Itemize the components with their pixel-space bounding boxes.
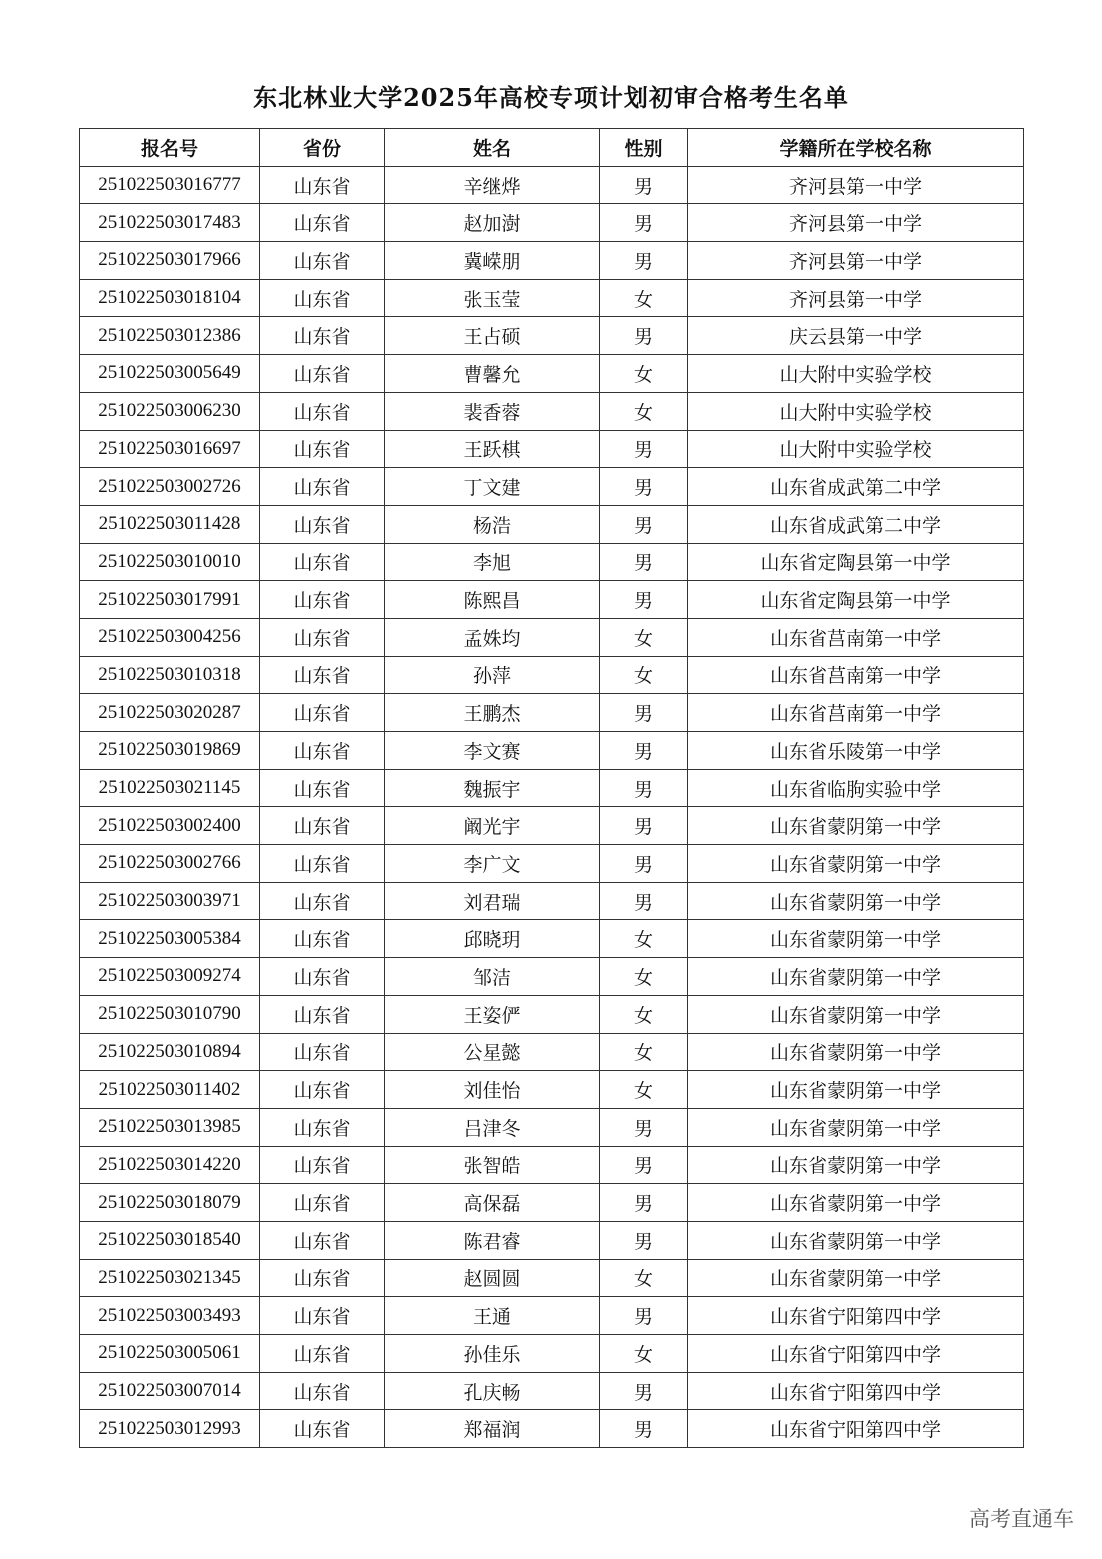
- name-cell: 李文赛: [385, 732, 600, 770]
- province-cell: 山东省: [260, 505, 385, 543]
- gender-cell: 男: [600, 204, 688, 242]
- province-cell: 山东省: [260, 656, 385, 694]
- province-cell: 山东省: [260, 392, 385, 430]
- registration-number-cell: 251022503021145: [80, 769, 260, 807]
- registration-number-cell: 251022503018104: [80, 279, 260, 317]
- province-cell: 山东省: [260, 317, 385, 355]
- name-cell: 王跃棋: [385, 430, 600, 468]
- school-cell: 齐河县第一中学: [688, 242, 1024, 280]
- gender-cell: 男: [600, 505, 688, 543]
- province-cell: 山东省: [260, 1221, 385, 1259]
- school-cell: 齐河县第一中学: [688, 204, 1024, 242]
- school-cell: 山东省蒙阴第一中学: [688, 845, 1024, 883]
- registration-number-cell: 251022503018079: [80, 1184, 260, 1222]
- school-cell: 山东省蒙阴第一中学: [688, 1146, 1024, 1184]
- province-cell: 山东省: [260, 1335, 385, 1373]
- gender-cell: 男: [600, 769, 688, 807]
- table-row: [80, 1033, 1024, 1071]
- gender-cell: 男: [600, 242, 688, 280]
- registration-number-cell: 251022503016777: [80, 166, 260, 204]
- name-cell: 孙萍: [385, 656, 600, 694]
- province-cell: 山东省: [260, 995, 385, 1033]
- school-cell: 山东省宁阳第四中学: [688, 1410, 1024, 1448]
- gender-cell: 男: [600, 694, 688, 732]
- gender-cell: 男: [600, 1184, 688, 1222]
- table-row: [80, 995, 1024, 1033]
- table-row: [80, 656, 1024, 694]
- table-row: [80, 355, 1024, 393]
- province-cell: 山东省: [260, 166, 385, 204]
- table-row: [80, 505, 1024, 543]
- school-cell: 山东省莒南第一中学: [688, 694, 1024, 732]
- table-row: [80, 1410, 1024, 1448]
- province-cell: 山东省: [260, 694, 385, 732]
- gender-cell: 男: [600, 1221, 688, 1259]
- table-row: [80, 1071, 1024, 1109]
- name-cell: 阚光宇: [385, 807, 600, 845]
- gender-cell: 女: [600, 355, 688, 393]
- table-row: [80, 1108, 1024, 1146]
- table-row: [80, 581, 1024, 619]
- registration-number-cell: 251022503013985: [80, 1108, 260, 1146]
- registration-number-cell: 251022503010318: [80, 656, 260, 694]
- registration-number-cell: 251022503003493: [80, 1297, 260, 1335]
- gender-cell: 女: [600, 1335, 688, 1373]
- table-row: [80, 204, 1024, 242]
- table-row: [80, 807, 1024, 845]
- gender-cell: 女: [600, 392, 688, 430]
- name-cell: 陈熙昌: [385, 581, 600, 619]
- table-row: [80, 1146, 1024, 1184]
- school-cell: 山东省定陶县第一中学: [688, 543, 1024, 581]
- province-cell: 山东省: [260, 1297, 385, 1335]
- school-cell: 山东省成武第二中学: [688, 468, 1024, 506]
- name-cell: 孙佳乐: [385, 1335, 600, 1373]
- province-cell: 山东省: [260, 1071, 385, 1109]
- gender-cell: 男: [600, 807, 688, 845]
- registration-number-cell: 251022503003971: [80, 882, 260, 920]
- table-row: [80, 1259, 1024, 1297]
- school-cell: 山东省蒙阴第一中学: [688, 1259, 1024, 1297]
- gender-cell: 男: [600, 1372, 688, 1410]
- name-cell: 李广文: [385, 845, 600, 883]
- registration-number-cell: 251022503010790: [80, 995, 260, 1033]
- table-row: [80, 1335, 1024, 1373]
- gender-cell: 男: [600, 317, 688, 355]
- school-cell: 山东省莒南第一中学: [688, 618, 1024, 656]
- school-cell: 山东省宁阳第四中学: [688, 1372, 1024, 1410]
- province-cell: 山东省: [260, 1410, 385, 1448]
- name-cell: 冀嵘朋: [385, 242, 600, 280]
- header-school: 学籍所在学校名称: [688, 129, 1024, 167]
- table-row: [80, 1297, 1024, 1335]
- table-header-row: [80, 129, 1024, 167]
- name-cell: 吕津冬: [385, 1108, 600, 1146]
- gender-cell: 男: [600, 166, 688, 204]
- school-cell: 山东省蒙阴第一中学: [688, 920, 1024, 958]
- school-cell: 山东省宁阳第四中学: [688, 1335, 1024, 1373]
- table-row: [80, 1221, 1024, 1259]
- school-cell: 山东省蒙阴第一中学: [688, 1033, 1024, 1071]
- school-cell: 山东省蒙阴第一中学: [688, 995, 1024, 1033]
- province-cell: 山东省: [260, 279, 385, 317]
- province-cell: 山东省: [260, 769, 385, 807]
- province-cell: 山东省: [260, 355, 385, 393]
- province-cell: 山东省: [260, 1033, 385, 1071]
- province-cell: 山东省: [260, 1259, 385, 1297]
- gender-cell: 男: [600, 1297, 688, 1335]
- registration-number-cell: 251022503012993: [80, 1410, 260, 1448]
- province-cell: 山东省: [260, 242, 385, 280]
- gender-cell: 女: [600, 920, 688, 958]
- table-row: [80, 694, 1024, 732]
- gender-cell: 男: [600, 468, 688, 506]
- name-cell: 陈君睿: [385, 1221, 600, 1259]
- school-cell: 山东省莒南第一中学: [688, 656, 1024, 694]
- school-cell: 山东省蒙阴第一中学: [688, 1071, 1024, 1109]
- registration-number-cell: 251022503011402: [80, 1071, 260, 1109]
- name-cell: 丁文建: [385, 468, 600, 506]
- province-cell: 山东省: [260, 1108, 385, 1146]
- school-cell: 山大附中实验学校: [688, 355, 1024, 393]
- name-cell: 赵加澍: [385, 204, 600, 242]
- registration-number-cell: 251022503002766: [80, 845, 260, 883]
- table-row: [80, 166, 1024, 204]
- name-cell: 王占硕: [385, 317, 600, 355]
- gender-cell: 女: [600, 1259, 688, 1297]
- table-row: [80, 845, 1024, 883]
- registration-number-cell: 251022503006230: [80, 392, 260, 430]
- name-cell: 孟姝均: [385, 618, 600, 656]
- province-cell: 山东省: [260, 845, 385, 883]
- gender-cell: 女: [600, 995, 688, 1033]
- gender-cell: 女: [600, 1071, 688, 1109]
- name-cell: 公星懿: [385, 1033, 600, 1071]
- document-title: 东北林业大学2025年高校专项计划初审合格考生名单: [253, 83, 849, 112]
- school-cell: 山东省蒙阴第一中学: [688, 1108, 1024, 1146]
- registration-number-cell: 251022503020287: [80, 694, 260, 732]
- table-row: [80, 920, 1024, 958]
- registration-number-cell: 251022503014220: [80, 1146, 260, 1184]
- province-cell: 山东省: [260, 543, 385, 581]
- gender-cell: 男: [600, 882, 688, 920]
- province-cell: 山东省: [260, 468, 385, 506]
- name-cell: 王鹏杰: [385, 694, 600, 732]
- registration-number-cell: 251022503002400: [80, 807, 260, 845]
- table-row: [80, 468, 1024, 506]
- candidate-table: [79, 128, 1024, 1448]
- table-row: [80, 1372, 1024, 1410]
- table-row: [80, 882, 1024, 920]
- registration-number-cell: 251022503017991: [80, 581, 260, 619]
- province-cell: 山东省: [260, 1146, 385, 1184]
- school-cell: 齐河县第一中学: [688, 166, 1024, 204]
- school-cell: 山东省成武第二中学: [688, 505, 1024, 543]
- table-row: [80, 1184, 1024, 1222]
- registration-number-cell: 251022503019869: [80, 732, 260, 770]
- gender-cell: 女: [600, 279, 688, 317]
- name-cell: 杨浩: [385, 505, 600, 543]
- name-cell: 郑福润: [385, 1410, 600, 1448]
- name-cell: 裴香蓉: [385, 392, 600, 430]
- province-cell: 山东省: [260, 882, 385, 920]
- table-row: [80, 392, 1024, 430]
- gender-cell: 女: [600, 618, 688, 656]
- registration-number-cell: 251022503017966: [80, 242, 260, 280]
- registration-number-cell: 251022503010010: [80, 543, 260, 581]
- school-cell: 山东省乐陵第一中学: [688, 732, 1024, 770]
- registration-number-cell: 251022503004256: [80, 618, 260, 656]
- name-cell: 李旭: [385, 543, 600, 581]
- school-cell: 山东省蒙阴第一中学: [688, 958, 1024, 996]
- name-cell: 张智皓: [385, 1146, 600, 1184]
- school-cell: 山大附中实验学校: [688, 430, 1024, 468]
- table-row: [80, 543, 1024, 581]
- header-registration-number: 报名号: [80, 129, 260, 167]
- registration-number-cell: 251022503009274: [80, 958, 260, 996]
- name-cell: 邱晓玥: [385, 920, 600, 958]
- registration-number-cell: 251022503018540: [80, 1221, 260, 1259]
- table-body: [80, 166, 1024, 1447]
- table-row: [80, 317, 1024, 355]
- name-cell: 孔庆畅: [385, 1372, 600, 1410]
- table-row: [80, 958, 1024, 996]
- registration-number-cell: 251022503017483: [80, 204, 260, 242]
- header-gender: 性别: [600, 129, 688, 167]
- name-cell: 王通: [385, 1297, 600, 1335]
- registration-number-cell: 251022503005649: [80, 355, 260, 393]
- table-row: [80, 769, 1024, 807]
- name-cell: 邹洁: [385, 958, 600, 996]
- gender-cell: 女: [600, 1033, 688, 1071]
- table-row: [80, 242, 1024, 280]
- province-cell: 山东省: [260, 581, 385, 619]
- school-cell: 齐河县第一中学: [688, 279, 1024, 317]
- school-cell: 山东省蒙阴第一中学: [688, 882, 1024, 920]
- name-cell: 刘君瑞: [385, 882, 600, 920]
- gender-cell: 男: [600, 430, 688, 468]
- gender-cell: 男: [600, 1146, 688, 1184]
- registration-number-cell: 251022503007014: [80, 1372, 260, 1410]
- name-cell: 高保磊: [385, 1184, 600, 1222]
- name-cell: 曹馨允: [385, 355, 600, 393]
- province-cell: 山东省: [260, 1372, 385, 1410]
- registration-number-cell: 251022503016697: [80, 430, 260, 468]
- school-cell: 山东省蒙阴第一中学: [688, 1184, 1024, 1222]
- province-cell: 山东省: [260, 732, 385, 770]
- school-cell: 山大附中实验学校: [688, 392, 1024, 430]
- school-cell: 庆云县第一中学: [688, 317, 1024, 355]
- name-cell: 赵圆圆: [385, 1259, 600, 1297]
- name-cell: 张玉莹: [385, 279, 600, 317]
- registration-number-cell: 251022503002726: [80, 468, 260, 506]
- registration-number-cell: 251022503010894: [80, 1033, 260, 1071]
- province-cell: 山东省: [260, 204, 385, 242]
- gender-cell: 男: [600, 543, 688, 581]
- name-cell: 辛继烨: [385, 166, 600, 204]
- registration-number-cell: 251022503012386: [80, 317, 260, 355]
- gender-cell: 女: [600, 656, 688, 694]
- name-cell: 刘佳怡: [385, 1071, 600, 1109]
- gender-cell: 男: [600, 581, 688, 619]
- table-row: [80, 732, 1024, 770]
- name-cell: 王姿俨: [385, 995, 600, 1033]
- registration-number-cell: 251022503011428: [80, 505, 260, 543]
- school-cell: 山东省临朐实验中学: [688, 769, 1024, 807]
- school-cell: 山东省蒙阴第一中学: [688, 1221, 1024, 1259]
- province-cell: 山东省: [260, 920, 385, 958]
- gender-cell: 男: [600, 1410, 688, 1448]
- registration-number-cell: 251022503005384: [80, 920, 260, 958]
- gender-cell: 男: [600, 732, 688, 770]
- province-cell: 山东省: [260, 807, 385, 845]
- province-cell: 山东省: [260, 618, 385, 656]
- province-cell: 山东省: [260, 430, 385, 468]
- gender-cell: 女: [600, 958, 688, 996]
- table-row: [80, 430, 1024, 468]
- table-row: [80, 618, 1024, 656]
- table-row: [80, 279, 1024, 317]
- province-cell: 山东省: [260, 1184, 385, 1222]
- header-name: 姓名: [385, 129, 600, 167]
- school-cell: 山东省定陶县第一中学: [688, 581, 1024, 619]
- gender-cell: 男: [600, 1108, 688, 1146]
- province-cell: 山东省: [260, 958, 385, 996]
- name-cell: 魏振宇: [385, 769, 600, 807]
- registration-number-cell: 251022503005061: [80, 1335, 260, 1373]
- school-cell: 山东省蒙阴第一中学: [688, 807, 1024, 845]
- watermark-text: 高考直通车: [969, 1507, 1074, 1531]
- school-cell: 山东省宁阳第四中学: [688, 1297, 1024, 1335]
- header-province: 省份: [260, 129, 385, 167]
- gender-cell: 男: [600, 845, 688, 883]
- registration-number-cell: 251022503021345: [80, 1259, 260, 1297]
